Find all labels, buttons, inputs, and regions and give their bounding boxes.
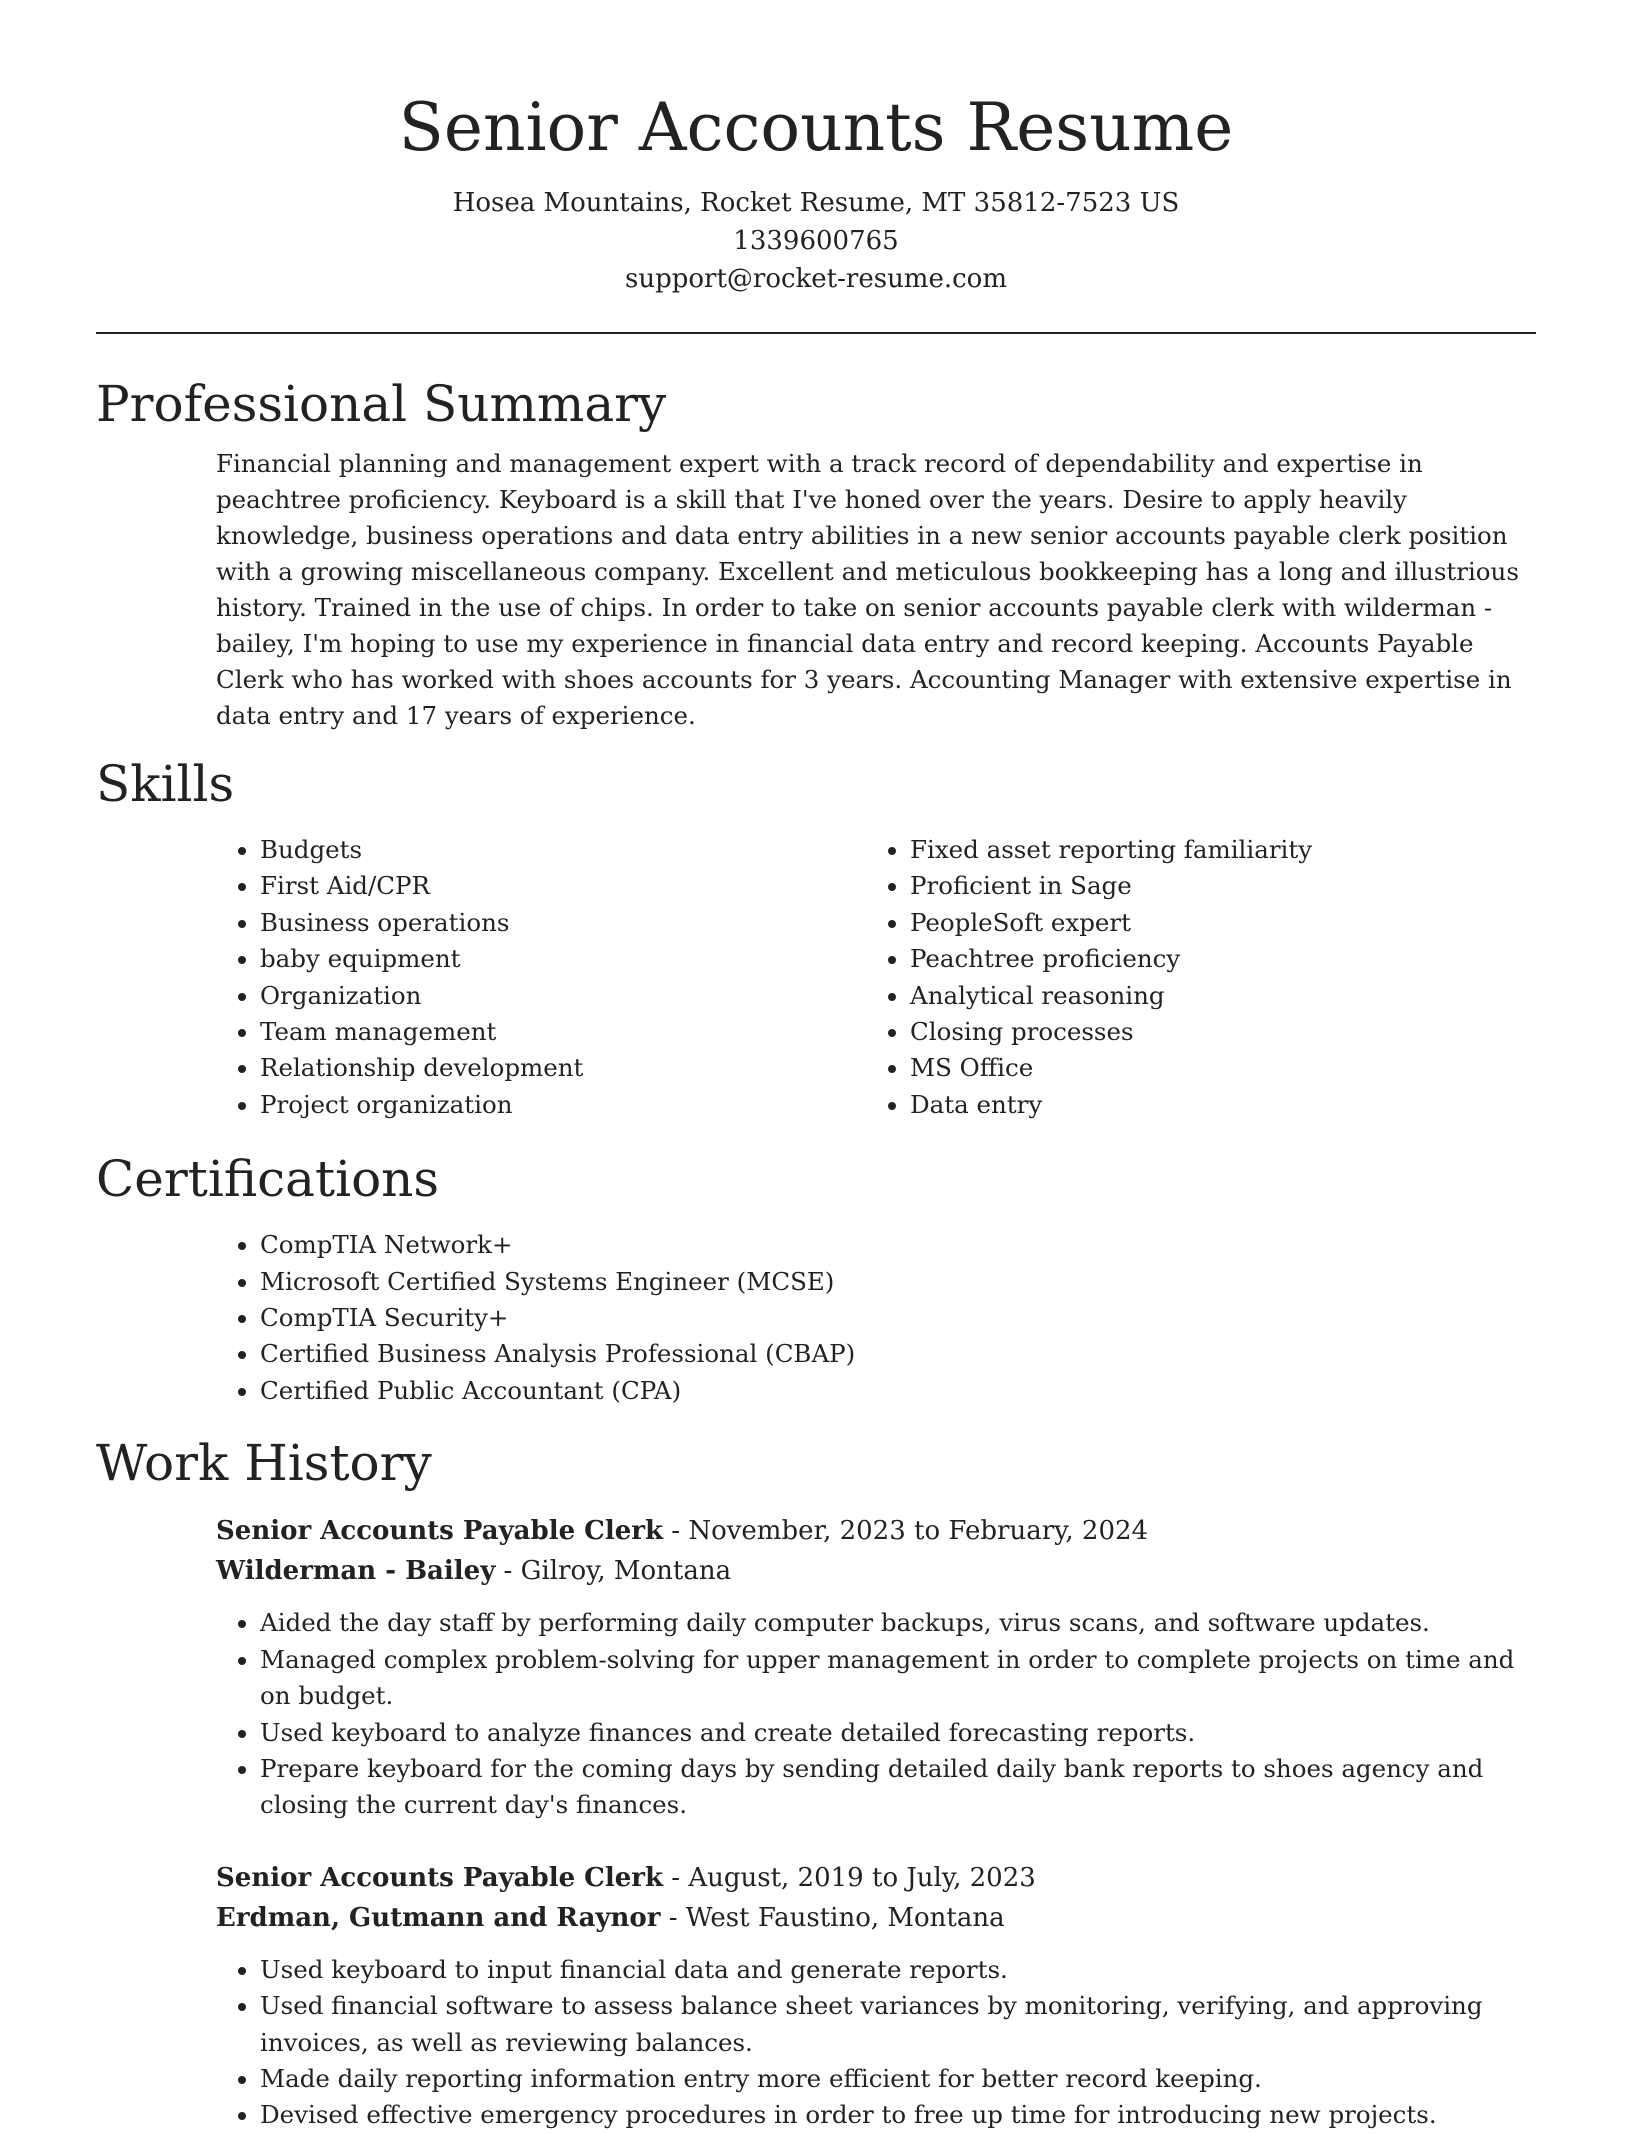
job-entry	[216, 1858, 1536, 2134]
certification-item: • CompTIA Network+	[260, 1227, 1536, 1263]
contact-address: Hosea Mountains, Rocket Resume, MT 35812-7523 US	[452, 188, 1180, 218]
skill-item: • First Aid/CPR	[260, 868, 866, 904]
skill-item: • Peachtree proficiency	[910, 941, 1516, 977]
skills-heading: Skills	[96, 755, 235, 813]
job-duties-list	[216, 1605, 1536, 1823]
job-role-line	[216, 1511, 1536, 1551]
skill-item: • Business operations	[260, 905, 866, 941]
job-duty-item: • Used keyboard to input financial data and generate reports.	[260, 1952, 1536, 1988]
skills-list	[216, 832, 1536, 1123]
job-duties-list	[216, 1952, 1536, 2134]
job-duty-item: • Used keyboard to analyze finances and create detailed forecasting reports.	[260, 1715, 1536, 1751]
job-location: - West Faustino, Montana	[660, 1902, 1005, 1933]
job-company: Wilderman - Bailey	[216, 1556, 496, 1587]
skill-item: • Team management	[260, 1014, 866, 1050]
certification-item: • CompTIA Security+	[260, 1300, 1536, 1336]
job-role: Senior Accounts Payable Clerk	[216, 1862, 664, 1893]
certification-item: • Certified Public Accountant (CPA)	[260, 1373, 1536, 1409]
skill-item: • Proficient in Sage	[910, 868, 1516, 904]
job-role: Senior Accounts Payable Clerk	[216, 1516, 664, 1547]
header-divider	[96, 332, 1536, 334]
job-dates: - November, 2023 to February, 2024	[663, 1516, 1149, 1547]
work-history-heading: Work History	[96, 1434, 432, 1493]
summary-text: Financial planning and management expert with a track record of dependability and expertise in peachtree proficiency. Keyboard is a skill that I've honed over the years. Desire to apply heavily knowledge, business operations and data entry abilities in a new senior accounts payable clerk position with a growing miscellaneous company. Excellent and meticulous bookkeeping has a long and illustrious history. Trained in the use of chips. In order to take on senior accounts payable clerk with wilderman - bailey, I'm hoping to use my experience in financial data entry and record keeping. Accounts Payable Clerk who has worked with shoes accounts for 3 years. Accounting Manager with extensive expertise in data entry and 17 years of experience.	[216, 449, 1519, 730]
skill-item: • Project organization	[260, 1087, 866, 1123]
job-duty-item: • Managed complex problem-solving for upper management in order to complete projects on time and on budget.	[260, 1642, 1536, 1715]
job-duty-item: • Made daily reporting information entry more efficient for better record keeping.	[260, 2061, 1536, 2097]
job-duty-item: • Prepare keyboard for the coming days by sending detailed daily bank reports to shoes agency and closing the current day's finances.	[260, 1751, 1536, 1824]
skill-item: • Fixed asset reporting familiarity	[910, 832, 1516, 868]
resume-page	[96, 0, 1536, 2134]
certifications-heading: Certifications	[96, 1150, 440, 1209]
job-location: - Gilroy, Montana	[495, 1556, 732, 1587]
contact-phone: 1339600765	[733, 226, 899, 256]
skill-item: • Analytical reasoning	[910, 978, 1516, 1014]
skill-item: • Closing processes	[910, 1014, 1516, 1050]
resume-header	[96, 0, 1536, 298]
certification-item: • Certified Business Analysis Professional (CBAP)	[260, 1336, 1536, 1372]
job-entry	[216, 1511, 1536, 1823]
job-role-line	[216, 1858, 1536, 1898]
job-duty-item: • Aided the day staff by performing daily computer backups, virus scans, and software updates.	[260, 1605, 1536, 1641]
summary-heading: Professional Summary	[96, 375, 667, 433]
skills-column-left	[216, 832, 866, 1123]
contact-email: support@rocket-resume.com	[624, 264, 1007, 294]
resume-title: Senior Accounts Resume	[398, 89, 1234, 166]
skill-item: • Relationship development	[260, 1050, 866, 1086]
skill-item: • PeopleSoft expert	[910, 905, 1516, 941]
skill-item: • Organization	[260, 978, 866, 1014]
job-duty-item: • Used financial software to assess balance sheet variances by monitoring, verifying, and approving invoices, as well as reviewing balances.	[260, 1988, 1536, 2061]
skill-item: • baby equipment	[260, 941, 866, 977]
job-company-line	[216, 1551, 1536, 1591]
skill-item: • Budgets	[260, 832, 866, 868]
skill-item: • Data entry	[910, 1087, 1516, 1123]
job-dates: - August, 2019 to July, 2023	[663, 1862, 1036, 1893]
certification-item: • Microsoft Certified Systems Engineer (MCSE)	[260, 1264, 1536, 1300]
job-company-line	[216, 1898, 1536, 1938]
certifications-list	[216, 1227, 1536, 1409]
job-duty-item: • Devised effective emergency procedures in order to free up time for introducing new projects.	[260, 2097, 1536, 2133]
skill-item: • MS Office	[910, 1050, 1516, 1086]
skills-column-right	[866, 832, 1516, 1123]
job-company: Erdman, Gutmann and Raynor	[216, 1902, 661, 1933]
